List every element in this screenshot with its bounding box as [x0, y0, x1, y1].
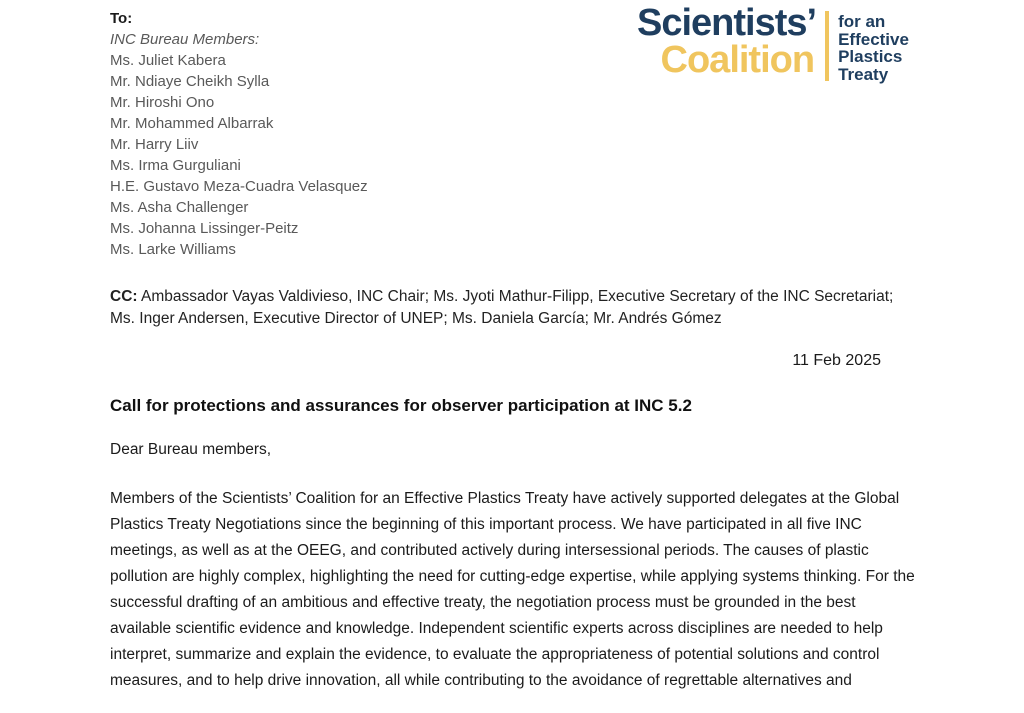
- recipients-block: [110, 8, 368, 260]
- cc-label: CC:: [110, 288, 138, 305]
- to-label: To:: [110, 10, 133, 27]
- recipient: Mr. Harry Liiv: [110, 136, 199, 153]
- logo-tagline-line: for an: [838, 12, 886, 31]
- subject-line: Call for protections and assurances for observer participation at INC 5.2: [110, 396, 692, 415]
- recipient: H.E. Gustavo Meza-Cuadra Velasquez: [110, 178, 368, 195]
- logo-wordmark: [637, 2, 817, 83]
- recipient: Mr. Ndiaye Cheikh Sylla: [110, 73, 270, 90]
- cc-block: [110, 286, 915, 330]
- recipient: Ms. Irma Gurguliani: [110, 157, 241, 174]
- scientists-coalition-logo: [637, 2, 909, 84]
- salutation: Dear Bureau members,: [110, 441, 272, 458]
- logo-tagline: [838, 5, 909, 83]
- body-paragraph: Members of the Scientists’ Coalition for an Effective Plastics Treaty have actively supported delegates at the Global Plastics Treaty Negotiations since the beginning of this important process. We have participated in all five INC meetings, as well as at the OEEG, and contributed actively during intersessional periods. The causes of plastic pollution are highly complex, highlighting the need for cutting-edge expertise, while applying systems thinking. For the successful drafting of an ambitious and effective treaty, the negotiation process must be grounded in the best available scientific evidence and knowledge. Independent scientific experts across disciplines are needed to help interpret, summarize and explain the evidence, to evaluate the appropriateness of potential solutions and control measures, and to help drive innovation, all while contributing to the avoidance of regrettable alternatives and: [110, 490, 915, 689]
- logo-tagline-line: Effective: [838, 29, 909, 49]
- logo-wordmark-scientists: Scientists’: [637, 2, 817, 44]
- recipient: Ms. Johanna Lissinger-Peitz: [110, 220, 299, 237]
- logo-tagline-line: Treaty: [838, 64, 889, 84]
- recipient: Ms. Larke Williams: [110, 241, 236, 258]
- logo-wordmark-coalition: Coalition: [660, 39, 815, 81]
- letter-date: 11 Feb 2025: [792, 352, 881, 369]
- logo-divider: [825, 11, 829, 81]
- recipient: Mr. Hiroshi Ono: [110, 94, 215, 111]
- recipient: Mr. Mohammed Albarrak: [110, 115, 274, 132]
- recipient: Ms. Asha Challenger: [110, 199, 249, 216]
- recipient: Ms. Juliet Kabera: [110, 52, 226, 69]
- recipient-list: [110, 50, 368, 260]
- cc-text: Ambassador Vayas Valdivieso, INC Chair; Ms. Jyoti Mathur-Filipp, Executive Secretary of the INC Secretariat; Ms. Inger Andersen, Executive Director of UNEP; Ms. Daniela García; Mr. Andrés Gómez: [110, 288, 894, 327]
- logo-tagline-line: Plastics: [838, 47, 903, 66]
- recipient-group-label: INC Bureau Members:: [110, 31, 260, 48]
